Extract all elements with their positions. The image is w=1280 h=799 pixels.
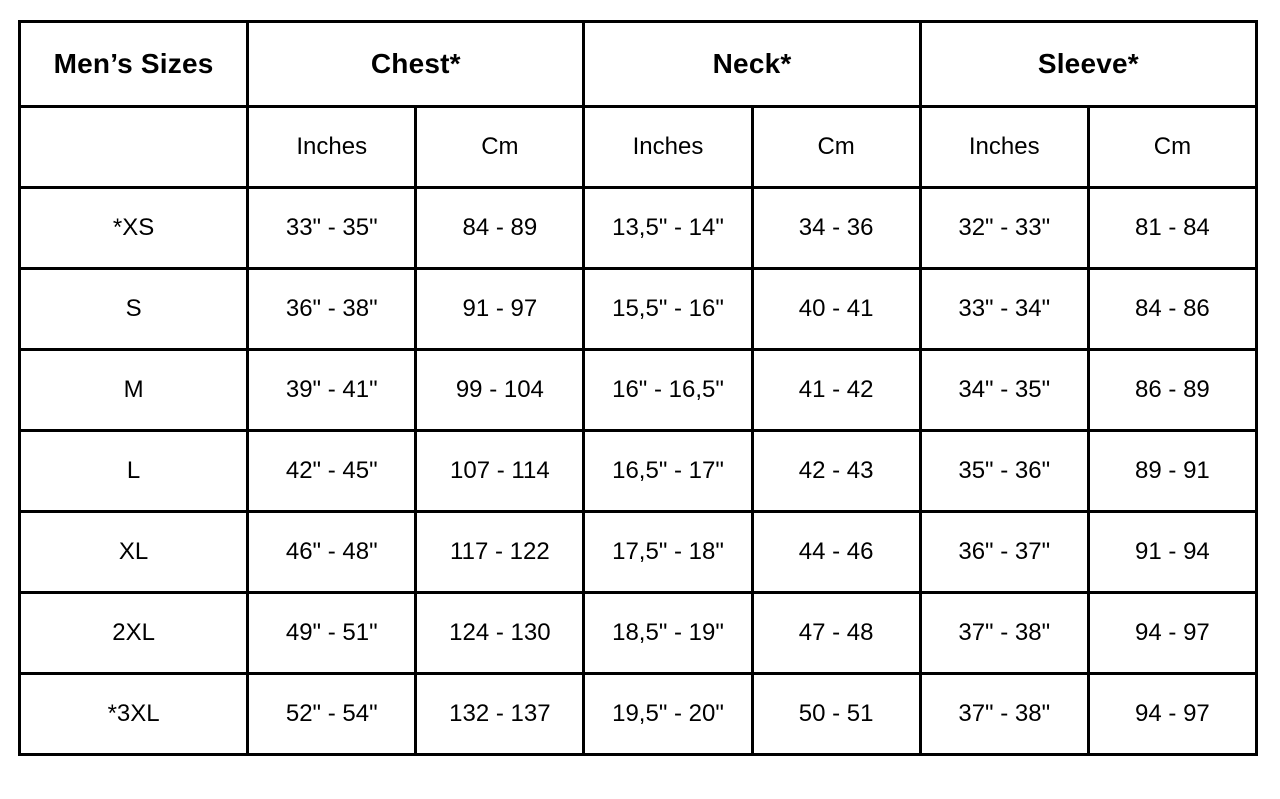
cell-chest-inches: 33" - 35" xyxy=(248,188,416,269)
cell-sleeve-inches: 37" - 38" xyxy=(920,593,1088,674)
table-row xyxy=(20,512,1257,593)
header-mens-sizes: Men’s Sizes xyxy=(20,22,248,107)
row-size-label: *3XL xyxy=(20,674,248,755)
unit-header-sleeve-inches: Inches xyxy=(920,107,1088,188)
row-size-label: *XS xyxy=(20,188,248,269)
cell-chest-inches: 39" - 41" xyxy=(248,350,416,431)
cell-chest-cm: 84 - 89 xyxy=(416,188,584,269)
row-size-label: L xyxy=(20,431,248,512)
table-row xyxy=(20,674,1257,755)
unit-header-neck-cm: Cm xyxy=(752,107,920,188)
cell-chest-inches: 52" - 54" xyxy=(248,674,416,755)
size-chart-container xyxy=(18,20,1258,756)
mens-sizes-table xyxy=(18,20,1258,756)
cell-sleeve-inches: 34" - 35" xyxy=(920,350,1088,431)
cell-chest-cm: 99 - 104 xyxy=(416,350,584,431)
table-row xyxy=(20,350,1257,431)
cell-neck-cm: 47 - 48 xyxy=(752,593,920,674)
header-neck: Neck* xyxy=(584,22,920,107)
cell-chest-inches: 46" - 48" xyxy=(248,512,416,593)
table-row xyxy=(20,269,1257,350)
cell-neck-inches: 17,5" - 18" xyxy=(584,512,752,593)
cell-sleeve-inches: 36" - 37" xyxy=(920,512,1088,593)
cell-sleeve-cm: 81 - 84 xyxy=(1088,188,1256,269)
cell-neck-inches: 16,5" - 17" xyxy=(584,431,752,512)
unit-header-chest-inches: Inches xyxy=(248,107,416,188)
cell-sleeve-inches: 35" - 36" xyxy=(920,431,1088,512)
cell-chest-inches: 36" - 38" xyxy=(248,269,416,350)
unit-header-sleeve-cm: Cm xyxy=(1088,107,1256,188)
table-group-header-row xyxy=(20,22,1257,107)
unit-header-neck-inches: Inches xyxy=(584,107,752,188)
cell-sleeve-cm: 86 - 89 xyxy=(1088,350,1256,431)
cell-sleeve-cm: 89 - 91 xyxy=(1088,431,1256,512)
cell-chest-cm: 132 - 137 xyxy=(416,674,584,755)
cell-sleeve-inches: 37" - 38" xyxy=(920,674,1088,755)
cell-neck-cm: 41 - 42 xyxy=(752,350,920,431)
cell-chest-inches: 42" - 45" xyxy=(248,431,416,512)
cell-neck-inches: 15,5" - 16" xyxy=(584,269,752,350)
cell-chest-cm: 117 - 122 xyxy=(416,512,584,593)
cell-sleeve-inches: 33" - 34" xyxy=(920,269,1088,350)
cell-neck-inches: 19,5" - 20" xyxy=(584,674,752,755)
cell-chest-cm: 124 - 130 xyxy=(416,593,584,674)
cell-chest-cm: 91 - 97 xyxy=(416,269,584,350)
cell-sleeve-cm: 84 - 86 xyxy=(1088,269,1256,350)
row-size-label: S xyxy=(20,269,248,350)
table-row xyxy=(20,188,1257,269)
cell-neck-inches: 18,5" - 19" xyxy=(584,593,752,674)
table-row xyxy=(20,431,1257,512)
cell-neck-cm: 44 - 46 xyxy=(752,512,920,593)
unit-header-blank xyxy=(20,107,248,188)
header-chest: Chest* xyxy=(248,22,584,107)
row-size-label: XL xyxy=(20,512,248,593)
cell-neck-cm: 42 - 43 xyxy=(752,431,920,512)
cell-neck-cm: 40 - 41 xyxy=(752,269,920,350)
cell-neck-cm: 34 - 36 xyxy=(752,188,920,269)
cell-sleeve-cm: 94 - 97 xyxy=(1088,593,1256,674)
cell-neck-inches: 13,5" - 14" xyxy=(584,188,752,269)
unit-header-chest-cm: Cm xyxy=(416,107,584,188)
cell-chest-inches: 49" - 51" xyxy=(248,593,416,674)
cell-chest-cm: 107 - 114 xyxy=(416,431,584,512)
row-size-label: M xyxy=(20,350,248,431)
row-size-label: 2XL xyxy=(20,593,248,674)
cell-sleeve-cm: 91 - 94 xyxy=(1088,512,1256,593)
table-row xyxy=(20,593,1257,674)
cell-neck-cm: 50 - 51 xyxy=(752,674,920,755)
header-sleeve: Sleeve* xyxy=(920,22,1256,107)
cell-sleeve-cm: 94 - 97 xyxy=(1088,674,1256,755)
table-unit-header-row xyxy=(20,107,1257,188)
cell-neck-inches: 16" - 16,5" xyxy=(584,350,752,431)
cell-sleeve-inches: 32" - 33" xyxy=(920,188,1088,269)
